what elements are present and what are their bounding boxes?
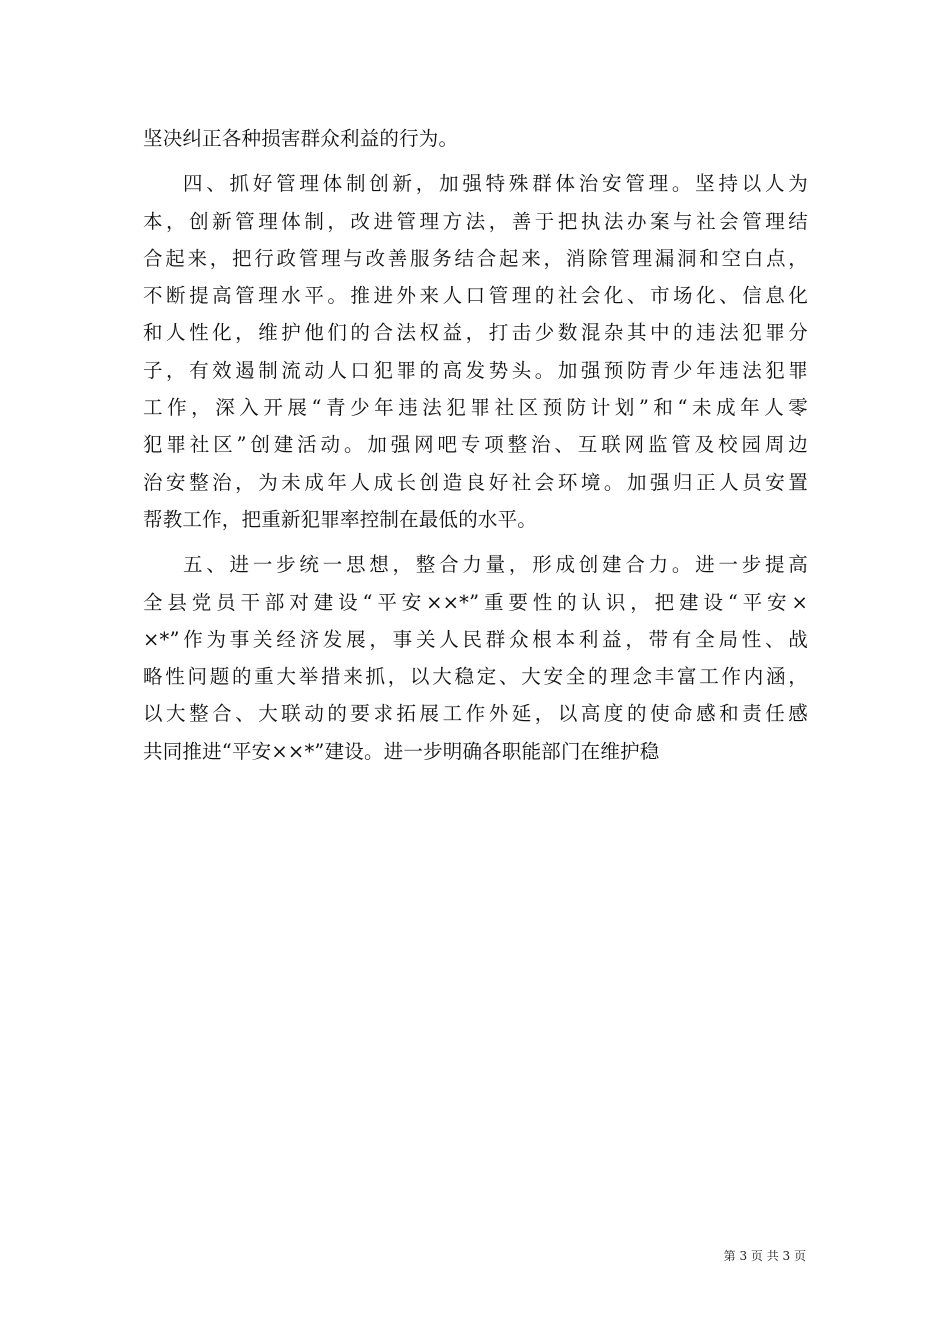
text-line: 坚决纠正各种损害群众利益的行为。 [143,127,459,150]
text-line: 合起来，把行政管理与改善服务结合起来，消除管理漏洞和空白点， [143,246,808,270]
document-body [143,120,808,770]
paragraph-gap [143,157,808,165]
text-line: 本，创新管理体制，改进管理方法，善于把执法办案与社会管理结 [143,209,808,233]
text-line: 和人性化，维护他们的合法权益，打击少数混杂其中的违法犯罪分 [143,321,808,345]
text-line: 略性问题的重大举措来抓，以大稳定、大安全的理念丰富工作内涵， [143,665,808,689]
paragraph [143,120,808,157]
text-line: 共同推进“平安××*”建设。进一步明确各职能部门在维护稳 [143,739,660,763]
page-number-footer: 第 3 页 共 3 页 [723,1249,806,1263]
text-line: 工作，深入开展“青少年违法犯罪社区预防计划”和“未成年人零 [143,396,808,420]
text-line: 帮教工作，把重新犯罪率控制在最低的水平。 [143,507,538,531]
text-line: 子，有效遏制流动人口犯罪的高发势头。加强预防青少年违法犯罪 [143,358,808,382]
text-line: ×*”作为事关经济发展，事关人民群众根本利益，带有全局性、战 [143,627,808,651]
text-line: 以大整合、大联动的要求拓展工作外延，以高度的使命感和责任感 [143,702,808,726]
paragraph [143,546,808,770]
text-line: 治安整治，为未成年人成长创造良好社会环境。加强归正人员安置 [143,470,808,494]
paragraph [143,165,808,538]
text-line: 全县党员干部对建设“平安××*”重要性的认识，把建设“平安× [143,590,808,614]
text-line: 四、抓好管理体制创新，加强特殊群体治安管理。坚持以人为 [183,172,808,196]
text-line: 犯罪社区”创建活动。加强网吧专项整治、互联网监管及校园周边 [143,433,808,457]
text-line: 不断提高管理水平。推进外来人口管理的社会化、市场化、信息化 [143,284,808,308]
paragraph-gap [143,538,808,546]
text-line: 五、进一步统一思想，整合力量，形成创建合力。进一步提高 [183,553,808,577]
